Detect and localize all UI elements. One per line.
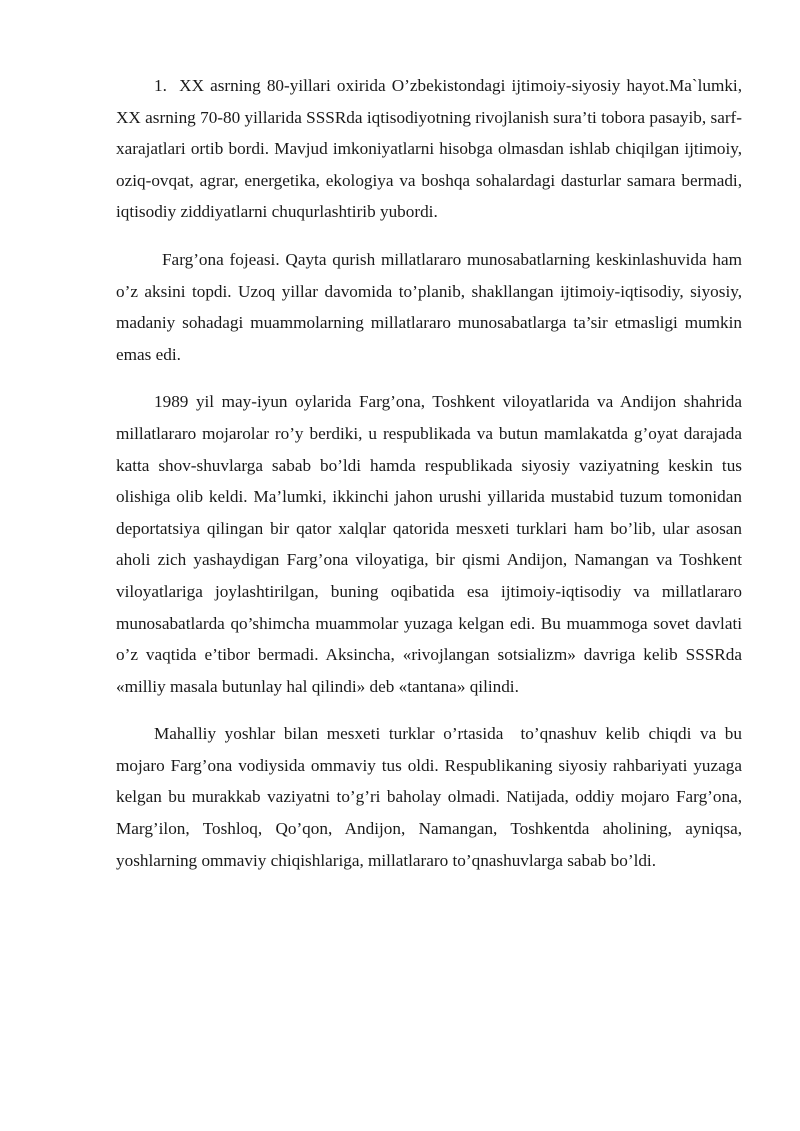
paragraph-fergana-tragedy: Farg’ona fojeasi. Qayta qurish millatlararo munosabatlarning keskinlashuvida ham o’z aksini topdi. Uzoq yillar davomida to’planib, shakllangan ijtimoiy-iqtisodiy, siyosiy, madaniy sohadagi muammolarning millatlararo munosabatlarga ta’sir etmasligi mumkin emas edi. — [116, 249, 742, 364]
document-page — [116, 70, 742, 876]
paragraph-intro: 1. XX asrning 80-yillari oxirida O’zbekistondagi ijtimoiy-siyosiy hayot.Ma`lumki, XX asrning 70-80 yillarida SSSRda iqtisodiyotning rivojlanish sura’ti tobora pasayib, sarf-xarajatlari ortib bordi. Mavjud imkoniyatlarni hisobga olmasdan ishlab chiqilgan ijtimoiy, oziq-ovqat, agrar, energetika, ekologiya va boshqa sohalardagi dasturlar samara bermadi, iqtisodiy ziddiyatlarni chuqurlashtirib yubordi. — [116, 76, 742, 222]
paragraph-clash: Mahalliy yoshlar bilan mesxeti turklar o’rtasida to’qnashuv kelib chiqdi va bu mojaro Farg’ona vodiysida ommaviy tus oldi. Respublikaning siyosiy rahbariyati yuzaga kelgan bu murakkab vaziyatni to’g’ri baholay olmadi. Natijada, oddiy mojaro Farg’ona, Marg’ilon, Toshloq, Qo’qon, Andijon, Namangan, Toshkentda aholining, ayniqsa, yoshlarning ommaviy chiqishlariga, millatlararo to’qnashuvlarga sabab bo’ldi. — [116, 724, 742, 870]
paragraph-1989-events: 1989 yil may-iyun oylarida Farg’ona, Toshkent viloyatlarida va Andijon shahrida millatlararo mojarolar ro’y berdiki, u respublikada va butun mamlakatda g’oyat darajada katta shov-shuvlarga sabab bo’ldi hamda respublikada siyosiy vaziyatning keskin tus olishiga olib keldi. Ma’lumki, ikkinchi jahon urushi yillarida mustabid tuzum tomonidan deportatsiya qilingan bir qator xalqlar qatorida mesxeti turklari ham bo’lib, ular asosan aholi zich yashaydigan Farg’ona viloyatiga, bir qismi Andijon, Namangan va Toshkent viloyatlariga joylashtirilgan, buning oqibatida esa ijtimoiy-iqtisodiy va millatlararo munosabatlarda qo’shimcha muammolar yuzaga kelgan edi. Bu muammoga sovet davlati o’z vaqtida e’tibor bermadi. Aksincha, «rivojlangan sotsializm» davriga kelib SSSRda «milliy masala butunlay hal qilindi» deb «tantana» qilindi. — [116, 392, 742, 696]
